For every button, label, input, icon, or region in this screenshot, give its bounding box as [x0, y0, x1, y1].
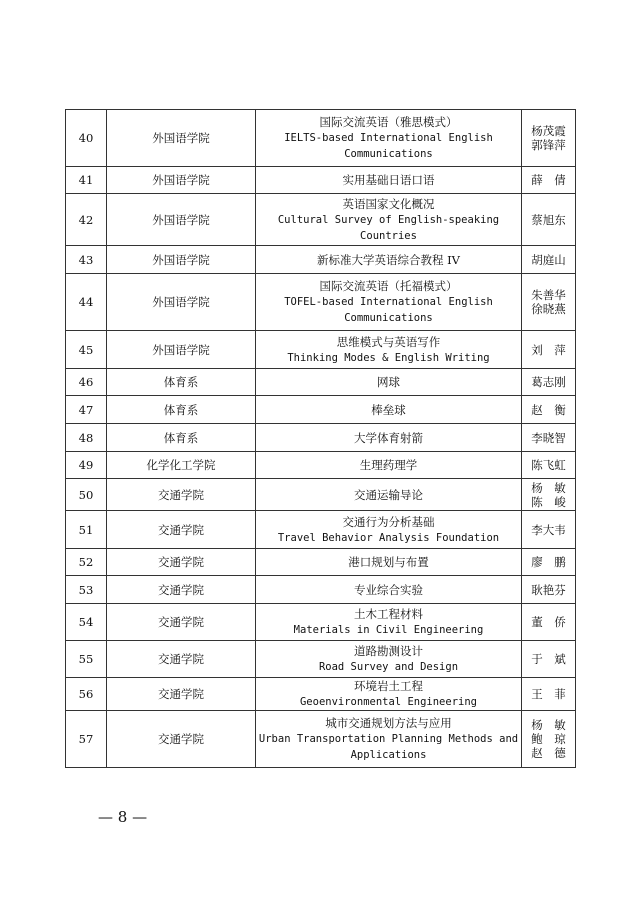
course-table-body: [66, 110, 576, 768]
row-number: 56: [66, 678, 107, 711]
row-number: 50: [66, 479, 107, 511]
teacher-name: 杨 敏: [531, 718, 566, 732]
row-number: 52: [66, 549, 107, 576]
department: 外国语学院: [107, 246, 256, 274]
department: 交通学院: [107, 641, 256, 678]
teacher-name: 徐晓燕: [531, 302, 566, 316]
table-row: [66, 549, 576, 576]
teacher-cell: [522, 711, 576, 768]
course-title-en: Travel Behavior Analysis Foundation: [277, 531, 500, 544]
row-number: 55: [66, 641, 107, 678]
teacher-cell: [522, 678, 576, 711]
row-number: 43: [66, 246, 107, 274]
course-title: [256, 246, 522, 274]
teacher-name: 赵 衡: [531, 402, 566, 417]
table-row: [66, 511, 576, 549]
table-row: [66, 424, 576, 452]
department: 体育系: [107, 369, 256, 396]
course-title-zh: 专业综合实验: [354, 582, 423, 597]
course-title-en: IELTS-based International English: [284, 132, 493, 144]
teacher-name: 陈 峻: [531, 494, 566, 509]
teacher-name: 李大韦: [531, 522, 566, 537]
table-row: [66, 479, 576, 511]
teacher-name: 胡庭山: [531, 252, 566, 267]
teacher-cell: [522, 369, 576, 396]
course-title-zh: 交通行为分析基础: [342, 514, 435, 529]
course-title: [256, 641, 522, 678]
course-title-zh: 城市交通规划方法与应用: [325, 716, 452, 730]
row-number: 44: [66, 274, 107, 331]
table-row: [66, 604, 576, 641]
department: 化学化工学院: [107, 452, 256, 479]
table-row: [66, 576, 576, 604]
teacher-name: 李晓智: [531, 430, 566, 445]
table-row: [66, 641, 576, 678]
row-number: 48: [66, 424, 107, 452]
row-number: 51: [66, 511, 107, 549]
course-title-zh: 生理药理学: [359, 458, 418, 472]
teacher-cell: [522, 604, 576, 641]
teacher-name: 薛 倩: [531, 173, 566, 187]
teacher-name: 王 菲: [531, 687, 566, 701]
teacher-cell: [522, 511, 576, 549]
teacher-cell: [522, 479, 576, 511]
course-title: [256, 711, 522, 768]
course-title-en: Urban Transportation Planning Methods and: [258, 733, 519, 745]
department: 交通学院: [107, 711, 256, 768]
course-title: [256, 511, 522, 549]
teacher-name: 葛志刚: [531, 375, 566, 389]
teacher-cell: [522, 194, 576, 246]
teacher-name: 刘 萍: [531, 342, 566, 357]
teacher-name: 郭锋萍: [531, 138, 566, 152]
teacher-cell: [522, 452, 576, 479]
teacher-name: 杨 敏: [531, 480, 566, 495]
course-title: [256, 274, 522, 331]
course-title-zh: 国际交流英语（雅思模式）: [319, 115, 458, 129]
course-title: [256, 331, 522, 369]
department: 外国语学院: [107, 167, 256, 194]
table-row: [66, 110, 576, 167]
course-title-zh: 港口规划与布置: [348, 555, 429, 569]
course-title-zh: 土木工程材料: [354, 607, 423, 621]
teacher-cell: [522, 424, 576, 452]
row-number: 47: [66, 396, 107, 424]
table-row: [66, 452, 576, 479]
row-number: 54: [66, 604, 107, 641]
teacher-cell: [522, 331, 576, 369]
teacher-name: 杨茂霞: [531, 124, 566, 138]
course-title-en: Applications: [350, 749, 427, 761]
course-title-en: Road Survey and Design: [318, 661, 459, 673]
department: 交通学院: [107, 576, 256, 604]
course-title: [256, 678, 522, 711]
course-title-zh: 国际交流英语（托福模式）: [319, 279, 458, 293]
department: 外国语学院: [107, 274, 256, 331]
course-title-en: Communications: [344, 148, 433, 160]
course-title-zh: 环境岩土工程: [354, 679, 423, 693]
course-table: [65, 109, 576, 768]
course-title-en: Materials in Civil Engineering: [293, 624, 484, 636]
teacher-name: 廖 鹏: [531, 555, 566, 569]
teacher-name: 陈飞虹: [531, 458, 566, 472]
teacher-name: 鲍 琼: [531, 732, 566, 746]
row-number: 41: [66, 167, 107, 194]
teacher-name: 朱善华: [531, 288, 566, 302]
table-row: [66, 167, 576, 194]
department: 交通学院: [107, 511, 256, 549]
course-title: [256, 604, 522, 641]
page-number: — 8 —: [98, 808, 148, 826]
course-title-zh: 交通运输导论: [354, 487, 423, 502]
course-title-zh: 新标准大学英语综合教程 IV: [316, 252, 460, 267]
course-title-zh: 英语国家文化概况: [342, 196, 435, 211]
course-title-zh: 棒垒球: [371, 402, 406, 417]
teacher-name: 蔡旭东: [531, 212, 566, 227]
department: 交通学院: [107, 479, 256, 511]
course-title-en: Countries: [360, 229, 417, 242]
course-title-zh: 道路勘测设计: [354, 644, 423, 658]
course-title: [256, 369, 522, 396]
course-title-zh: 大学体育射箭: [354, 430, 423, 445]
course-title: [256, 479, 522, 511]
teacher-cell: [522, 246, 576, 274]
course-title-en: Cultural Survey of English-speaking: [277, 213, 500, 226]
row-number: 42: [66, 194, 107, 246]
department: 交通学院: [107, 549, 256, 576]
department: 外国语学院: [107, 194, 256, 246]
table-row: [66, 369, 576, 396]
course-title: [256, 452, 522, 479]
department: 交通学院: [107, 604, 256, 641]
row-number: 49: [66, 452, 107, 479]
teacher-cell: [522, 396, 576, 424]
department: 交通学院: [107, 678, 256, 711]
course-title-zh: 网球: [377, 375, 400, 389]
row-number: 40: [66, 110, 107, 167]
department: 外国语学院: [107, 110, 256, 167]
table-row: [66, 246, 576, 274]
row-number: 45: [66, 331, 107, 369]
table-row: [66, 678, 576, 711]
department: 外国语学院: [107, 331, 256, 369]
row-number: 57: [66, 711, 107, 768]
course-title: [256, 110, 522, 167]
teacher-cell: [522, 274, 576, 331]
teacher-name: 赵 德: [531, 746, 566, 760]
course-title: [256, 194, 522, 246]
course-title: [256, 424, 522, 452]
course-title-zh: 思维模式与英语写作: [336, 334, 441, 349]
table-row: [66, 194, 576, 246]
course-title: [256, 396, 522, 424]
table-row: [66, 331, 576, 369]
teacher-cell: [522, 641, 576, 678]
course-title-en: Geoenvironmental Engineering: [299, 696, 477, 708]
teacher-cell: [522, 167, 576, 194]
course-title-zh: 实用基础日语口语: [342, 173, 435, 187]
course-title-en: Communications: [344, 312, 433, 324]
teacher-cell: [522, 576, 576, 604]
table-row: [66, 711, 576, 768]
department: 体育系: [107, 396, 256, 424]
course-title: [256, 549, 522, 576]
teacher-name: 董 侨: [531, 615, 566, 629]
teacher-cell: [522, 549, 576, 576]
teacher-name: 耿艳芬: [531, 582, 566, 597]
teacher-cell: [522, 110, 576, 167]
course-title: [256, 576, 522, 604]
course-title-en: TOFEL-based International English: [284, 296, 493, 308]
course-title-en: Thinking Modes & English Writing: [287, 351, 490, 364]
course-title: [256, 167, 522, 194]
department: 体育系: [107, 424, 256, 452]
row-number: 46: [66, 369, 107, 396]
table-row: [66, 396, 576, 424]
row-number: 53: [66, 576, 107, 604]
table-row: [66, 274, 576, 331]
teacher-name: 于 斌: [531, 652, 566, 666]
